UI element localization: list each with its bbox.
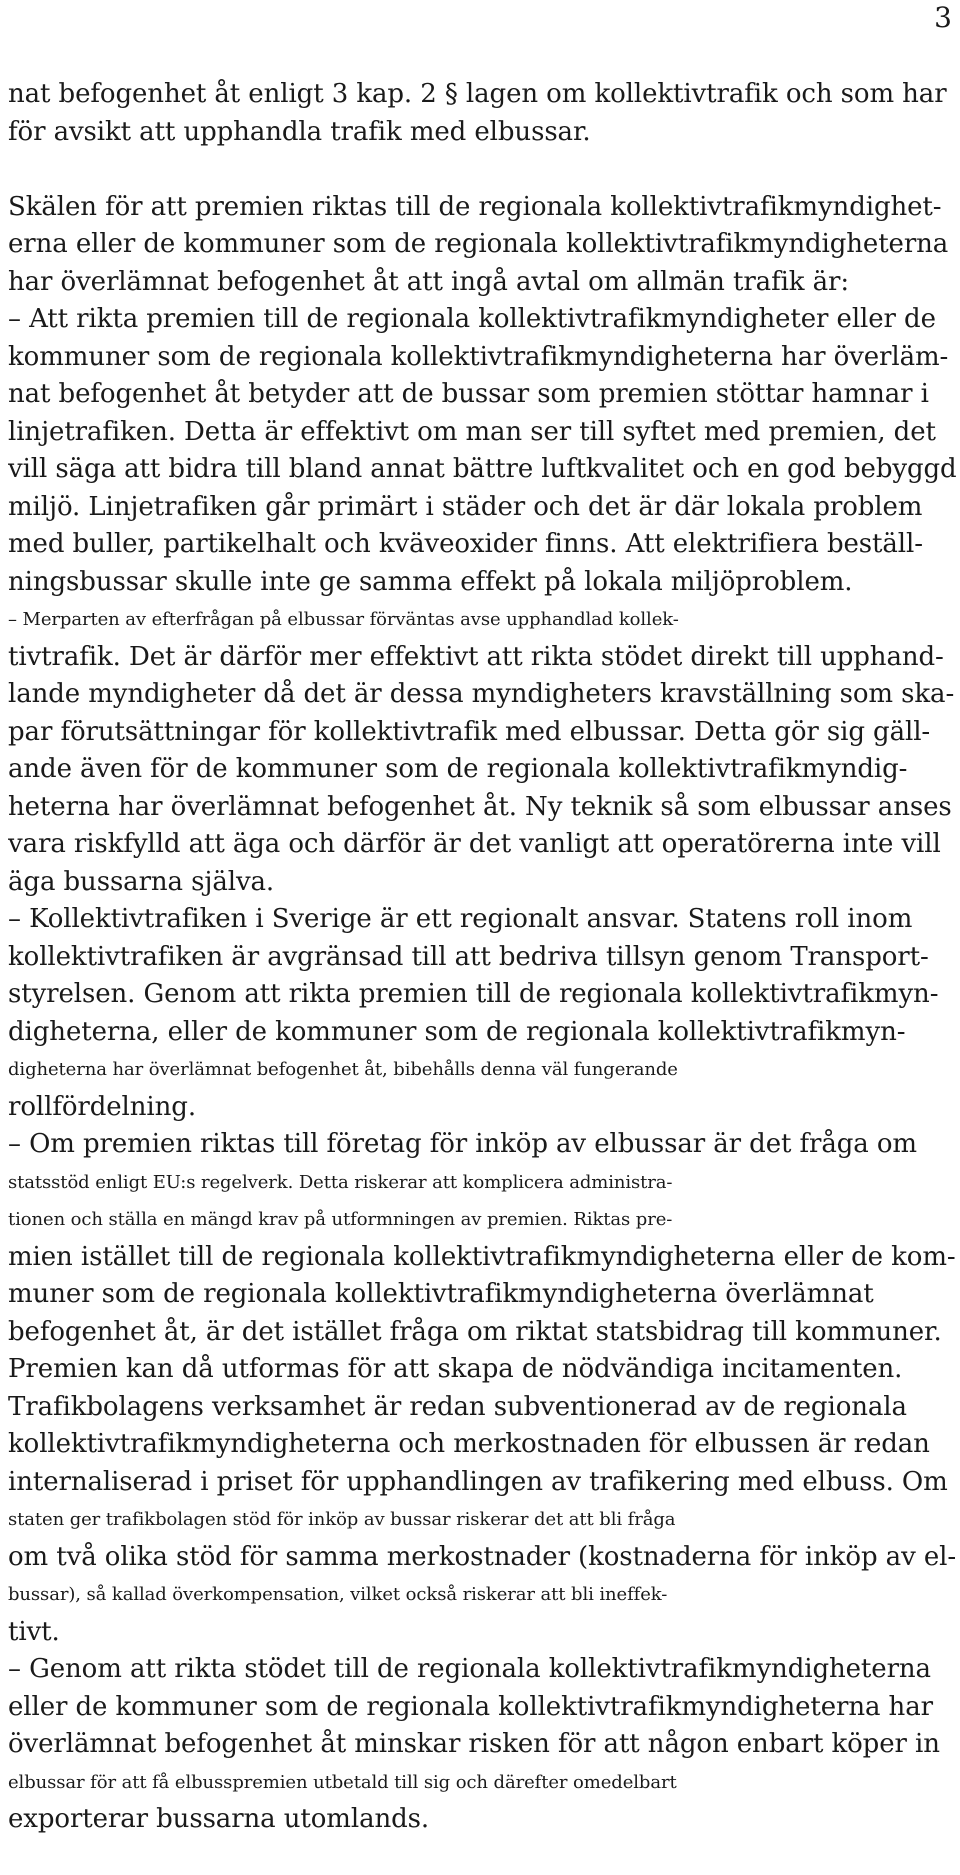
text-line: tivtrafik. Det är därför mer effektivt att rikta stödet direkt till upphand- [8,641,944,672]
text-line: muner som de regionala kollektivtrafikmyndigheterna överlämnat [8,1279,874,1309]
text-line: par förutsättningar för kollektivtrafik med elbussar. Detta gör sig gäll- [8,716,931,747]
text-line: internaliserad i priset för upphandlingen av trafikering med elbuss. Om [8,1466,948,1497]
document-body [8,76,960,1839]
text-line: – Att rikta premien till de regionala kollektivtrafikmyndigheter eller de [8,304,936,334]
text-line: kollektivtrafikmyndigheterna och merkostnaden för elbussen är redan [8,1429,930,1459]
text-line: digheterna, eller de kommuner som de regionala kollektivtrafikmyn- [8,1016,906,1047]
text-line: bussar), så kallad överkompensation, vilket också riskerar att bli ineffek- [8,1584,668,1605]
text-line: tivt. [8,1616,60,1647]
text-line: erna eller de kommuner som de regionala kollektivtrafikmyndigheterna [8,229,949,259]
text-line: styrelsen. Genom att rikta premien till de regionala kollektivtrafikmyn- [8,979,939,1009]
text-line: – Kollektivtrafiken i Sverige är ett regionalt ansvar. Statens roll inom [8,904,913,934]
text-line: vill säga att bidra till bland annat bättre luftkvalitet och en god bebyggd [8,454,957,484]
text-line: tionen och ställa en mängd krav på utformningen av premien. Riktas pre- [8,1209,673,1230]
text-line: ande även för de kommuner som de regionala kollektivtrafikmyndig- [8,754,908,784]
text-line: – Genom att rikta stödet till de regionala kollektivtrafikmyndigheterna [8,1654,931,1684]
text-line: linjetrafiken. Detta är effektivt om man ser till syftet med premien, det [8,416,936,447]
text-line: Skälen för att premien riktas till de regionala kollektivtrafikmyndighet- [8,191,942,222]
text-line: med buller, partikelhalt och kväveoxider finns. Att elektrifiera beställ- [8,529,923,559]
text-line: kollektivtrafiken är avgränsad till att bedriva tillsyn genom Transport- [8,941,929,972]
text-line: nat befogenhet åt betyder att de bussar som premien stöttar hamnar i [8,379,929,409]
text-line: mien istället till de regionala kollektivtrafikmyndigheterna eller de kom- [8,1241,956,1272]
text-line: Trafikbolagens verksamhet är redan subventionerad av de regionala [8,1391,907,1422]
text-line: eller de kommuner som de regionala kollektivtrafikmyndigheterna har [8,1691,933,1722]
paragraph-gap [8,151,960,189]
text-line: staten ger trafikbolagen stöd för inköp av bussar riskerar det att bli fråga [8,1509,676,1530]
text-line: statsstöd enligt EU:s regelverk. Detta riskerar att komplicera administra- [8,1171,673,1193]
text-line: ningsbussar skulle inte ge samma effekt på lokala miljöproblem. [8,566,853,597]
text-line: befogenhet åt, är det istället fråga om riktat statsbidrag till kommuner. [8,1316,942,1347]
text-line: har överlämnat befogenhet åt att ingå avtal om allmän trafik är: [8,266,850,297]
text-line: vara riskfylld att äga och därför är det vanligt att operatörerna inte vill [8,829,941,859]
text-line: för avsikt att upphandla trafik med elbussar. [8,116,591,147]
main-paragraph [8,189,960,1839]
text-line: kommuner som de regionala kollektivtrafikmyndigheterna har överläm- [8,341,949,372]
text-line: om två olika stöd för samma merkostnader (kostnaderna för inköp av el- [8,1541,957,1572]
text-line: Premien kan då utformas för att skapa de nödvändiga incitamenten. [8,1354,903,1384]
text-line: rollfördelning. [8,1091,196,1122]
page-number: 3 [934,1,952,34]
text-line: – Merparten av efterfrågan på elbussar förväntas avse upphandlad kollek- [8,609,679,630]
text-line: överlämnat befogenhet åt minskar risken för att någon enbart köper in [8,1729,940,1759]
text-line: miljö. Linjetrafiken går primärt i städer och det är där lokala problem [8,491,923,522]
text-line: elbussar för att få elbusspremien utbetald till sig och därefter omedelbart [8,1771,677,1793]
intro-paragraph [8,76,960,151]
text-line: lande myndigheter då det är dessa myndigheters kravställning som ska- [8,679,955,709]
text-line: digheterna har överlämnat befogenhet åt, bibehålls denna väl fungerande [8,1059,678,1080]
text-line: – Om premien riktas till företag för inköp av elbussar är det fråga om [8,1129,917,1159]
text-line: äga bussarna själva. [8,866,275,897]
text-line: nat befogenhet åt enligt 3 kap. 2 § lagen om kollektivtrafik och som har [8,79,947,109]
text-line: heterna har överlämnat befogenhet åt. Ny teknik så som elbussar anses [8,791,952,822]
text-line: exporterar bussarna utomlands. [8,1804,430,1834]
